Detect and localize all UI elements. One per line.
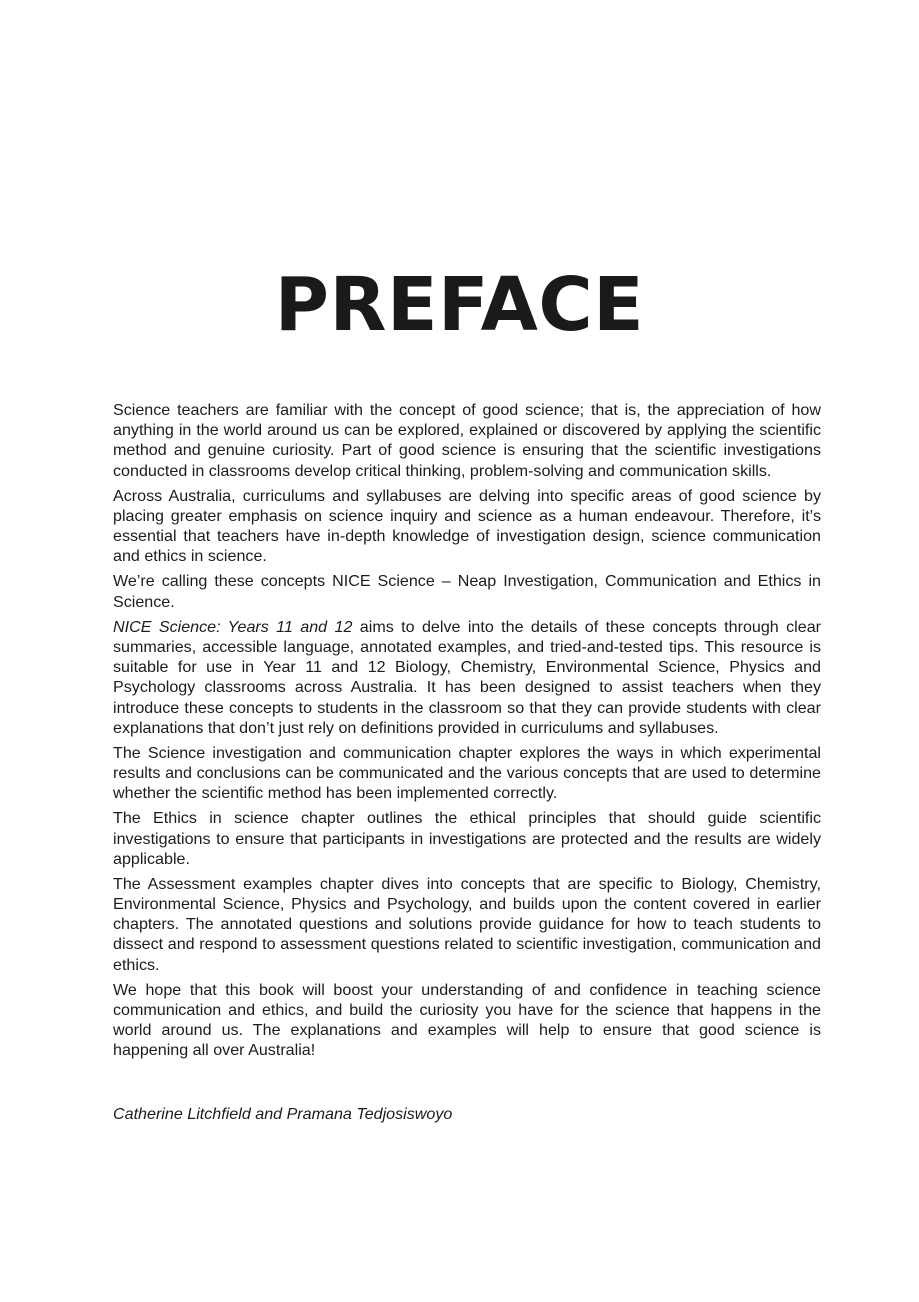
preface-body	[113, 400, 821, 1065]
paragraph-resource	[113, 617, 821, 738]
paragraph-resource-text: aims to delve into the details of these concepts through clear summaries, accessible language, annotated examples, and tried-and-tested tips. This resource is suitable for use in Year 11 and 12 Biology, Chemistry, Environmental Science, Physics and Psychology classrooms across Australia. It has been designed to assist teachers when they introduce these concepts to students in the classroom so that they can provide students with clear explanations that don’t just rely on definitions provided in curriculums and syllabuses.	[113, 617, 822, 737]
paragraph-closing: We hope that this book will boost your understanding of and confidence in teaching science communication and ethics, and build the curiosity you have for the science that happens in the world around us. The explanations and examples will help to ensure that good science is happening all over Australia!	[113, 980, 821, 1060]
paragraph-australia: Across Australia, curriculums and syllabuses are delving into specific areas of good science by placing greater emphasis on science inquiry and science as a human endeavour. Therefore, it’s essential that teachers have in-depth knowledge of investigation design, science communication and ethics in science.	[113, 486, 821, 566]
page-title: PREFACE	[274, 262, 645, 348]
paragraph-investigation-chapter: The Science investigation and communication chapter explores the ways in which experimental results and conclusions can be communicated and the various concepts that are used to determine whether the scientific method has been implemented correctly.	[113, 743, 821, 803]
paragraph-intro: Science teachers are familiar with the concept of good science; that is, the appreciation of how anything in the world around us can be explored, explained or discovered by applying the scientific method and genuine curiosity. Part of good science is ensuring that the scientific investigations conducted in classrooms develop critical thinking, problem-solving and communication skills.	[113, 401, 821, 480]
paragraph-ethics-chapter: The Ethics in science chapter outlines the ethical principles that should guide scientific investigations to ensure that participants in investigations are protected and the results are widely applicable.	[113, 809, 821, 868]
paragraph-nice-science: We’re calling these concepts NICE Science – Neap Investigation, Communication and Ethics in Science.	[113, 572, 821, 611]
paragraph-assessment-chapter: The Assessment examples chapter dives into concepts that are specific to Biology, Chemistry, Environmental Science, Physics and Psychology, and builds upon the content covered in earlier chapters. The annotated questions and solutions provide guidance for how to teach students to dissect and respond to assessment questions related to scientific investigation, communication and ethics.	[113, 874, 821, 974]
author-signature: Catherine Litchfield and Pramana Tedjosiswoyo	[113, 1105, 453, 1123]
book-title-italic: NICE Science: Years 11 and 12	[113, 617, 353, 636]
